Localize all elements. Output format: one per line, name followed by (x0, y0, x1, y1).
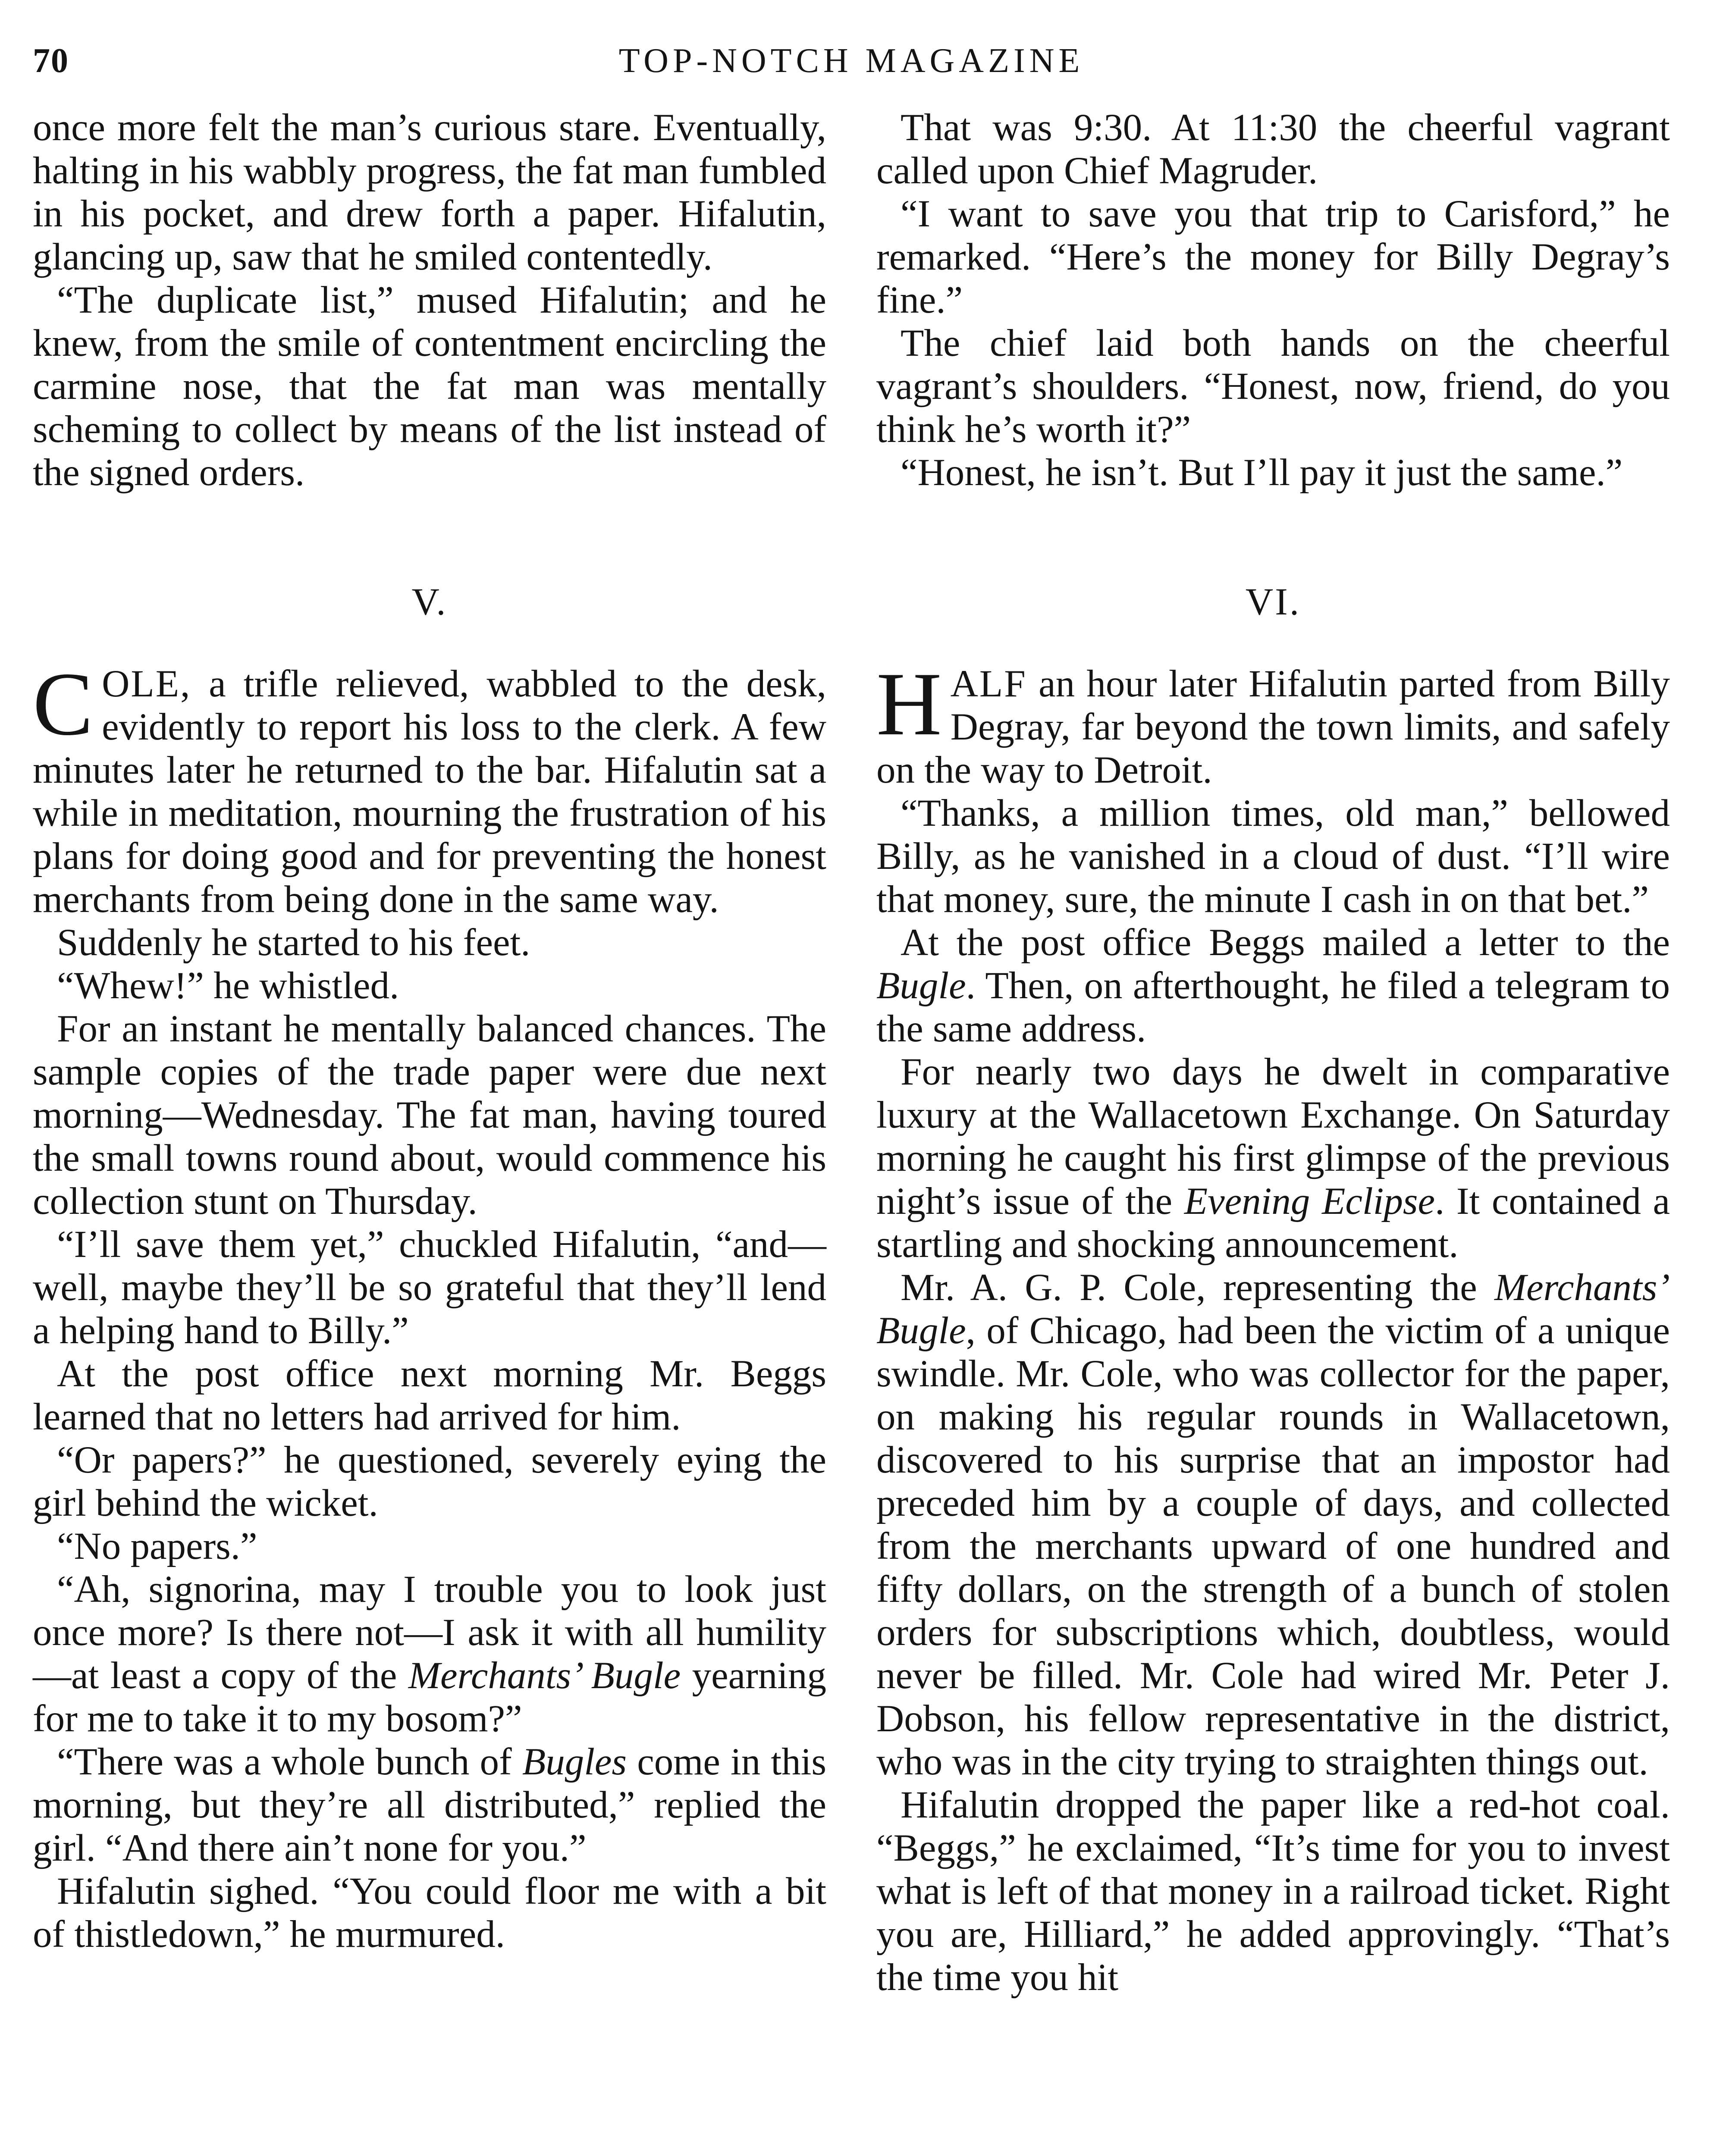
text-run: For nearly two days he dwelt in comparative luxury at the Wallacetown Exchange. On Saturday morning he caught his first glimpse of the previous night’s issue of the (876, 1051, 1670, 1222)
text-run: Mr. A. G. P. Cole, representing the (901, 1266, 1495, 1309)
paragraph: “I’ll save them yet,” chuckled Hifalutin, “and—well, maybe they’ll be so grateful that they’ll lend a helping hand to Billy.” (33, 1223, 826, 1352)
paragraph (33, 1740, 826, 1870)
paragraph: “Thanks, a million times, old man,” bellowed Billy, as he vanished in a cloud of dust. “I’ll wire that money, sure, the minute I cash in on that bet.” (876, 792, 1670, 921)
left-column (33, 106, 826, 1999)
paragraph: “No papers.” (57, 1525, 257, 1567)
text-run: “Ah, signorina, may I trouble you to look just once more? Is there not—I ask it with all humility—at least a copy of the (33, 1568, 826, 1697)
paragraph: “The duplicate list,” mused Hifalutin; and he knew, from the smile of contentment encircling the carmine nose, that the fat man was mentally scheming to collect by means of the list instead of the signed orders. (33, 279, 826, 494)
paragraph: “Honest, he isn’t. But I’ll pay it just the same.” (901, 451, 1623, 494)
paragraph: once more felt the man’s curious stare. Eventually, halting in his wabbly progress, the fat man fumbled in his pocket, and drew forth a paper. Hifalutin, glancing up, saw that he smiled contentedly. (33, 107, 826, 278)
text-run: come in this morning, but they’re all distributed,” replied the girl. “And there ain’t none for you.” (33, 1741, 826, 1869)
drop-cap: H (876, 654, 942, 754)
text-run: , of Chicago, had been the victim of a unique swindle. Mr. Cole, who was collector for the paper, on making his regular rounds in Wallacetown, discovered to his surprise that an impostor had preceded him by a couple of days, and collected from the merchants upward of one hundred and fifty dollars, on the strength of a bunch of stolen orders for subscriptions which, doubtless, would never be filled. Mr. Cole had wired Mr. Peter J. Dobson, his fellow representative in the district, who was in the city trying to straighten things out. (876, 1310, 1670, 1783)
paragraph: “Whew!” he whistled. (57, 965, 399, 1007)
lead-text: an hour later Hifalutin parted from Billy Degray, far beyond the town limits, and safely on the way to Detroit. (876, 663, 1670, 791)
page-number: 70 (33, 42, 69, 80)
magazine-title: TOP-NOTCH MAGAZINE (618, 42, 1084, 80)
section-heading-v: V. (411, 581, 448, 623)
lead-smallcaps: ALF (950, 663, 1027, 705)
paragraph: The chief laid both hands on the cheerful vagrant’s shoulders. “Honest, now, friend, do you think he’s worth it?” (876, 322, 1670, 451)
text-run: . It contained a startling and shocking announcement. (876, 1180, 1670, 1266)
paragraph (876, 1050, 1670, 1266)
section-heading-vi: VI. (1245, 581, 1301, 623)
drop-cap: C (33, 654, 94, 754)
italic-title: Bugles (522, 1741, 627, 1783)
paragraph: “Or papers?” he questioned, severely eying the girl behind the wicket. (33, 1439, 826, 1524)
italic-title: Evening Eclipse (1184, 1180, 1435, 1222)
section-lead-paragraph (33, 654, 826, 921)
paragraph: Suddenly he started to his feet. (57, 921, 530, 964)
paragraph (33, 1568, 826, 1740)
paragraph (876, 921, 1670, 1050)
italic-title: Merchants’ Bugle (876, 1266, 1670, 1352)
italic-title: Bugle (876, 965, 966, 1007)
right-column (876, 106, 1670, 1999)
section-lead-paragraph (876, 654, 1670, 792)
text-run: . Then, on afterthought, he filed a telegram to the same address. (876, 965, 1670, 1050)
lead-smallcaps: OLE, (102, 663, 191, 705)
text-run: At the post office Beggs mailed a letter to the (901, 921, 1670, 964)
paragraph: Hifalutin sighed. “You could floor me with a bit of thistledown,” he murmured. (33, 1870, 826, 1955)
paragraph: At the post office next morning Mr. Beggs learned that no letters had arrived for him. (33, 1353, 826, 1438)
paragraph: “I want to save you that trip to Carisford,” he remarked. “Here’s the money for Billy Degray’s fine.” (876, 193, 1670, 321)
italic-title: Merchants’ Bugle (408, 1655, 681, 1697)
page-header (33, 41, 1670, 106)
paragraph (876, 1266, 1670, 1783)
text-columns (33, 106, 1670, 1999)
text-run: “There was a whole bunch of (57, 1741, 522, 1783)
text-run: yearning for me to take it to my bosom?” (33, 1655, 826, 1740)
paragraph: That was 9:30. At 11:30 the cheerful vagrant called upon Chief Magruder. (876, 107, 1670, 192)
paragraph: Hifalutin dropped the paper like a red-hot coal. “Beggs,” he exclaimed, “It’s time for you to invest what is left of that money in a railroad ticket. Right you are, Hilliard,” he added approvingly. “That’s the time you hit (876, 1784, 1670, 1999)
paragraph: For an instant he mentally balanced chances. The sample copies of the trade paper were due next morning—Wednesday. The fat man, having toured the small towns round about, would commence his collection stunt on Thursday. (33, 1008, 826, 1222)
lead-text: a trifle relieved, wabbled to the desk, evidently to report his loss to the clerk. A few minutes later he returned to the bar. Hifalutin sat a while in meditation, mourning the frustration of his plans for doing good and for preventing the honest merchants from being done in the same way. (33, 663, 826, 921)
